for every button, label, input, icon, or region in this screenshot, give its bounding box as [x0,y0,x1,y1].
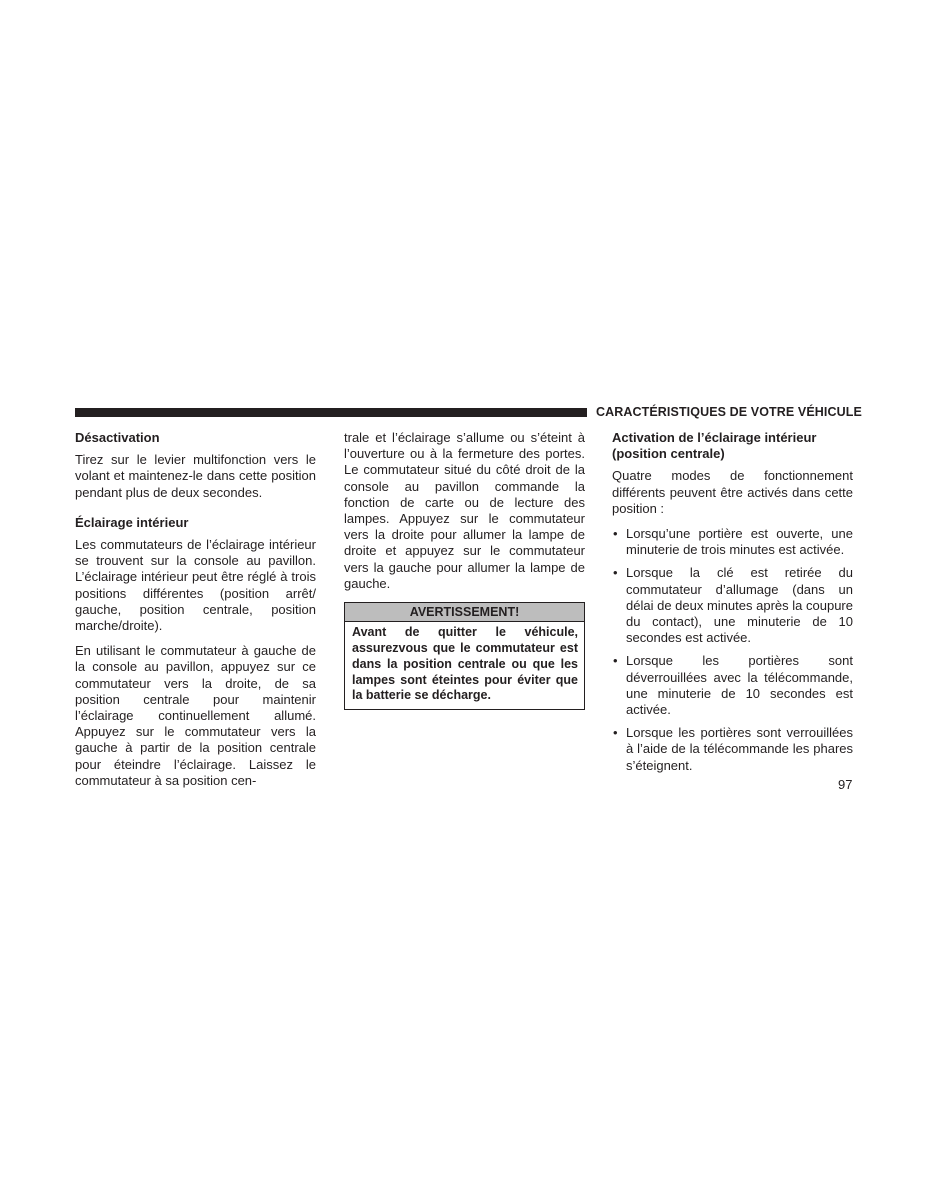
list-item: • Lorsque la clé est retirée du commutateur d’allumage (dans un délai de deux minutes après la coupure du contact), une minuterie de 10 secondes est activée. [613,565,853,646]
paragraph-commutateur-suite: trale et l’éclairage s’allume ou s’éteint à l’ouverture ou à la fermeture des portes. Le commutateur situé du côté droit de la console au pavillon commande la fonction de carte ou de lecture des lampes. Appuyez sur le commutateur vers la droite pour allumer la lampe de droite et appuyez sur le commutateur vers la gauche pour allumer la lampe de gauche. [344,430,585,591]
list-item: • Lorsque les portières sont déverrouillées avec la télécommande, une minuterie de 10 secondes est activée. [613,653,853,718]
bullet-icon: • [613,653,618,669]
column-left [75,430,316,798]
heading-eclairage-interieur: Éclairage intérieur [75,514,189,530]
warning-text: Avant de quitter le véhicule, assurezvous que le commutateur est dans la position centrale ou que les lampes sont éteintes pour éviter que la batterie se décharge. [352,625,578,703]
list-item: • Lorsqu’une portière est ouverte, une minuterie de trois minutes est activée. [613,526,853,558]
warning-title: AVERTISSEMENT! [345,603,584,622]
section-header-bar [75,408,587,417]
warning-box [344,602,585,710]
column-right [612,430,853,781]
list-item: • Lorsque les portières sont verrouillées à l’aide de la télécommande les phares s’éteignent. [613,725,853,773]
paragraph-modes-intro: Quatre modes de fonctionnement différents peuvent être activés dans cette position : [612,468,853,516]
modes-list [612,526,853,774]
paragraph-desactivation: Tirez sur le levier multifonction vers le volant et maintenez-le dans cette position pendant plus de deux secondes. [75,452,316,500]
paragraph-eclairage-positions: Les commutateurs de l’éclairage intérieur se trouvent sur la console au pavillon. L’éclairage intérieur peut être réglé à trois positions différentes (position arrêt/ gauche, position centrale, position marche/droite). [75,537,316,634]
bullet-icon: • [613,526,618,542]
bullet-icon: • [613,725,618,741]
column-middle [344,430,585,710]
bullet-icon: • [613,565,618,581]
section-title: CARACTÉRISTIQUES DE VOTRE VÉHICULE [596,405,862,419]
heading-activation-eclairage: Activation de l’éclairage intérieur (position centrale) [612,430,817,462]
paragraph-commutateur-gauche: En utilisant le commutateur à gauche de la console au pavillon, appuyez sur ce commutateur vers la droite, de sa position centrale pour maintenir l’éclairage continuellement allumé. Appuyez sur le commutateur vers la gauche à partir de la position centrale pour éteindre l’éclairage. Laissez le commutateur à sa position cen- [75,643,316,788]
page-number: 97 [838,777,853,792]
heading-desactivation: Désactivation [75,430,160,445]
